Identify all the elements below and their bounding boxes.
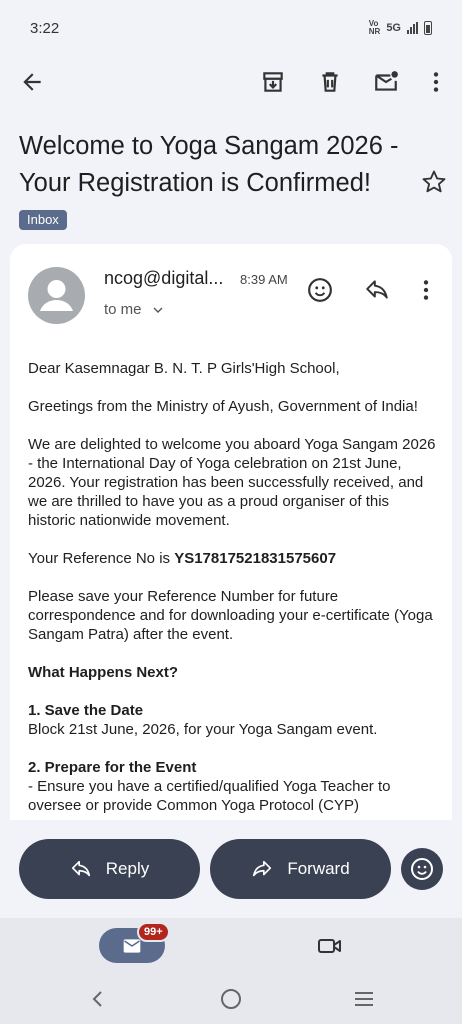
system-back-button[interactable]: [86, 987, 110, 1016]
signal-icon: [407, 22, 418, 34]
system-nav-bar: [0, 974, 462, 1024]
status-icons: [369, 20, 432, 36]
chevron-down-icon: [150, 302, 166, 318]
star-button[interactable]: [420, 168, 448, 196]
step-1-title: 1. Save the Date: [28, 702, 144, 719]
arrow-left-icon: [19, 69, 45, 95]
reply-button[interactable]: [19, 839, 200, 899]
more-vert-icon: [413, 277, 439, 303]
paragraph-save: Please save your Reference Number for future correspondence and for downloading your e-certificate (Yoga Sangam Patra) after the event.: [28, 588, 433, 643]
avatar[interactable]: [28, 267, 85, 324]
add-reaction-button[interactable]: [304, 274, 336, 306]
step-1-text: Block 21st June, 2026, for your Yoga Sangam event.: [28, 721, 378, 738]
bottom-nav: [0, 918, 462, 974]
email-toolbar: [0, 56, 462, 108]
paragraph-welcome: We are delighted to welcome you aboard Yoga Sangam 2026 - the International Day of Yoga celebration on 21st June, 2026. Your registration has been successfully received, and we are thrilled to have you as a proud organiser of this historic nationwide movement.: [28, 436, 436, 529]
recipient-label: to me: [104, 301, 142, 318]
reply-icon: [364, 277, 390, 303]
menu-icon: [352, 987, 376, 1011]
back-button[interactable]: [12, 62, 52, 102]
archive-button[interactable]: [253, 62, 293, 102]
volte-icon: Vo NR: [368, 19, 381, 36]
step-2-title: 2. Prepare for the Event: [28, 759, 197, 776]
message-body: [28, 359, 436, 820]
more-vert-icon: [423, 69, 449, 95]
reference-line: [28, 549, 436, 568]
status-time: 3:22: [30, 19, 60, 37]
greeting: Dear Kasemnagar B. N. T. P Girls'High School,: [28, 360, 340, 377]
action-bar: [0, 839, 462, 899]
step-1: [28, 701, 436, 739]
paragraph-greetings: Greetings from the Ministry of Ayush, Government of India!: [28, 398, 418, 415]
forward-icon: [251, 858, 273, 880]
archive-icon: [260, 69, 286, 95]
chevron-left-icon: [86, 987, 110, 1011]
sender-name[interactable]: ncog@digital...: [104, 268, 224, 288]
more-options-button[interactable]: [416, 62, 456, 102]
react-button[interactable]: [401, 848, 443, 890]
recipient-toggle[interactable]: [104, 301, 166, 318]
status-bar: [0, 0, 462, 52]
system-recents-button[interactable]: [352, 987, 376, 1016]
message-time: 8:39 AM: [240, 272, 288, 287]
system-home-button[interactable]: [219, 987, 243, 1016]
reply-icon: [70, 858, 92, 880]
inbox-label[interactable]: Inbox: [19, 210, 67, 230]
battery-icon: [424, 21, 432, 35]
mark-unread-button[interactable]: [366, 62, 406, 102]
forward-label: Forward: [287, 859, 350, 878]
reply-label: Reply: [105, 859, 150, 878]
trash-icon: [317, 69, 343, 95]
reference-label: Your Reference No is: [28, 550, 175, 567]
nav-meet[interactable]: [317, 934, 343, 963]
forward-button[interactable]: [210, 839, 391, 899]
delete-button[interactable]: [310, 62, 350, 102]
circle-icon: [219, 987, 243, 1011]
reference-number: YS17817521831575607: [174, 550, 337, 567]
reply-icon-button[interactable]: [361, 274, 393, 306]
network-type: 5G: [386, 22, 401, 34]
star-icon: [420, 168, 448, 196]
video-camera-icon: [317, 934, 343, 958]
next-heading-text: What Happens Next?: [28, 664, 179, 681]
emoji-icon: [410, 857, 434, 881]
mail-badge: 99+: [137, 922, 170, 942]
mail-unread-icon: [373, 69, 399, 95]
step-2-text: - Ensure you have a certified/qualified Yoga Teacher to oversee or provide Common Yoga Protocol (CYP): [28, 778, 391, 814]
message-more-button[interactable]: [410, 274, 442, 306]
person-icon: [28, 267, 85, 324]
step-2: [28, 758, 436, 815]
next-heading: [28, 663, 436, 682]
email-subject: Welcome to Yoga Sangam 2026 - Your Registration is Confirmed!: [19, 132, 399, 197]
emoji-icon: [307, 277, 333, 303]
message-card: [10, 244, 452, 820]
